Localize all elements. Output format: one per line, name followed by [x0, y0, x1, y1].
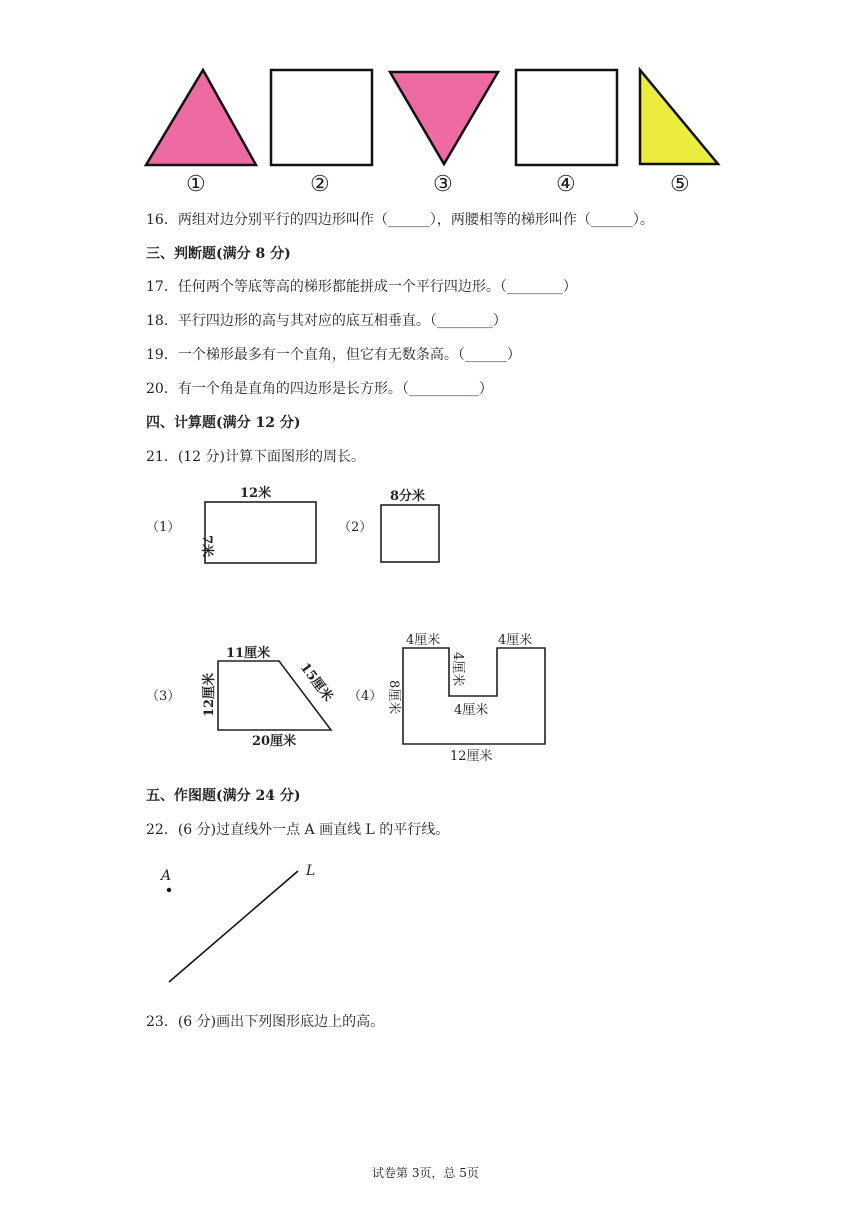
fig4-bottom-label: 12厘米 — [450, 749, 493, 764]
question-23: 23．(6 分)画出下列图形底边上的高。 — [146, 1014, 385, 1030]
fig1-side-label: 7米 — [199, 535, 214, 558]
question-17: 17．任何两个等底等高的梯形都能拼成一个平行四边形。（________） — [146, 279, 577, 295]
shapes-row — [130, 60, 740, 200]
line-l — [169, 871, 298, 982]
q22-figure — [150, 856, 330, 991]
fig2-index: （2） — [338, 520, 373, 535]
pink-inverted-triangle-shape — [390, 72, 498, 164]
shape-number-4: ④ — [556, 172, 576, 197]
section-3-heading: 三、判断题(满分 8 分) — [146, 246, 291, 262]
question-22: 22．(6 分)过直线外一点 A 画直线 L 的平行线。 — [146, 822, 450, 838]
fig1-top-label: 12米 — [240, 486, 272, 501]
square-shape-4 — [516, 70, 617, 165]
fig1-index: （1） — [146, 520, 181, 535]
question-19: 19．一个梯形最多有一个直角，但它有无数条高。（______） — [146, 347, 521, 363]
fig3-slant-label: 15厘米 — [296, 660, 336, 705]
question-16: 16．两组对边分别平行的四边形叫作（______），两腰相等的梯形叫作（______）。 — [146, 212, 654, 228]
fig4-top-left-label: 4厘米 — [406, 633, 441, 648]
fig2-square — [381, 505, 439, 562]
shape-number-5: ⑤ — [670, 172, 690, 197]
fig3-index: （3） — [146, 689, 181, 704]
fig2-top-label: 8分米 — [390, 489, 426, 504]
question-18: 18．平行四边形的高与其对应的底互相垂直。（________） — [146, 313, 507, 329]
yellow-right-triangle-shape — [640, 70, 718, 164]
line-l-label: L — [306, 863, 316, 879]
question-21: 21．(12 分)计算下面图形的周长。 — [146, 449, 366, 465]
fig4-notch-depth-label: 4厘米 — [450, 652, 465, 687]
shape-number-3: ③ — [433, 172, 453, 197]
fig3-top-label: 11厘米 — [226, 646, 271, 661]
fig3-bottom-label: 20厘米 — [252, 734, 297, 749]
fig3-left-label: 12厘米 — [202, 672, 217, 717]
shape-number-2: ② — [310, 172, 330, 197]
question-20: 20．有一个角是直角的四边形是长方形。（__________） — [146, 381, 493, 397]
fig4-notched-shape — [403, 648, 545, 744]
square-shape-2 — [271, 70, 372, 165]
section-5-heading: 五、作图题(满分 24 分) — [146, 788, 301, 804]
page-footer: 试卷第 3页，总 5页 — [372, 1166, 479, 1180]
pink-triangle-shape — [146, 70, 256, 165]
fig4-left-label: 8厘米 — [386, 680, 401, 715]
fig4-notch-width-label: 4厘米 — [454, 703, 489, 718]
point-a-dot — [167, 888, 171, 892]
shape-number-1: ① — [186, 172, 206, 197]
fig4-index: （4） — [348, 689, 383, 704]
fig1-rectangle — [205, 502, 316, 563]
point-a-label: A — [161, 868, 172, 884]
q21-figures — [140, 478, 560, 778]
section-4-heading: 四、计算题(满分 12 分) — [146, 415, 301, 431]
fig4-top-right-label: 4厘米 — [498, 633, 533, 648]
